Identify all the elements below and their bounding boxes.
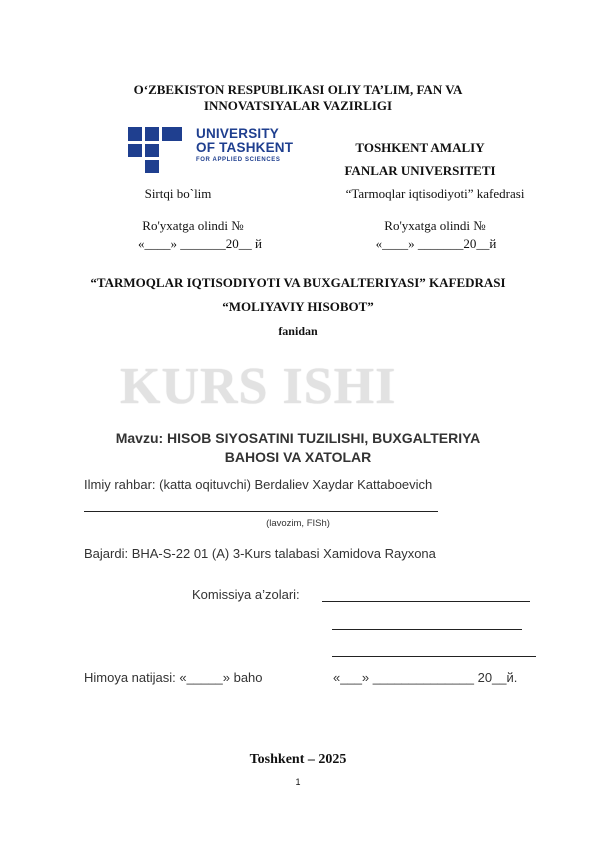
- commission-line-3: [332, 656, 536, 657]
- defense-result: Himoya natijasi: «_____» baho: [84, 670, 263, 685]
- logo-line1: UNIVERSITY: [196, 126, 280, 141]
- page-number: 1: [295, 777, 301, 787]
- ministry-title-line2: INNOVATSIYALAR VAZIRLIGI: [203, 98, 393, 113]
- university-name-line2: FANLAR UNIVERSITETI: [344, 163, 496, 178]
- supervisor-underline: [84, 511, 438, 512]
- supervisor-line: Ilmiy rahbar: (katta oqituvchi) Berdaliev Xaydar Kattaboevich: [84, 477, 433, 492]
- subject-title: “MOLIYAVIY HISOBOT”: [222, 299, 374, 314]
- logo-line2: OF TASHKENT: [196, 140, 294, 155]
- right-date: «____» _______20__й: [375, 236, 497, 251]
- commission-line-1: [322, 601, 530, 602]
- kurs-ishi-heading: KURS ISHI: [120, 358, 397, 415]
- supervisor-caption: (lavozim, FISh): [266, 518, 330, 529]
- right-department: “Tarmoqlar iqtisodiyoti” kafedrasi: [345, 186, 525, 201]
- left-department: Sirtqi bo`lim: [144, 186, 212, 201]
- topic-line1: Mavzu: HISOB SIYOSATINI TUZILISHI, BUXGALTERIYA: [115, 430, 481, 446]
- city-year: Toshkent – 2025: [249, 752, 347, 767]
- right-registered: Ro'yxatga olindi №: [384, 218, 486, 233]
- left-registered: Ro'yxatga olindi №: [142, 218, 244, 233]
- left-date: «____» _______20__ й: [138, 236, 262, 251]
- topic-line2: BAHOSI VA XATOLAR: [224, 449, 372, 465]
- university-logo-text: [196, 127, 293, 163]
- commission-line-2: [332, 629, 522, 630]
- commission-label: Komissiya a’zolari:: [192, 587, 300, 602]
- university-name-line1: TOSHKENT AMALIY: [355, 140, 485, 155]
- kafedra-title: “TARMOQLAR IQTISODIYOTI VA BUXGALTERIYASI” KAFEDRASI: [90, 275, 506, 290]
- ministry-title-line1: O‘ZBEKISTON RESPUBLIKASI OLIY TA’LIM, FAN VA: [133, 82, 463, 97]
- logo-line3: FOR APPLIED SCIENCES: [196, 157, 281, 163]
- defense-date: «___» ______________ 20__й.: [333, 670, 518, 685]
- university-logo-icon: [128, 127, 182, 173]
- student-line: Bajardi: BHA-S-22 01 (A) 3-Kurs talabasi Xamidova Rayxona: [84, 546, 436, 561]
- fanidan-label: fanidan: [278, 324, 318, 338]
